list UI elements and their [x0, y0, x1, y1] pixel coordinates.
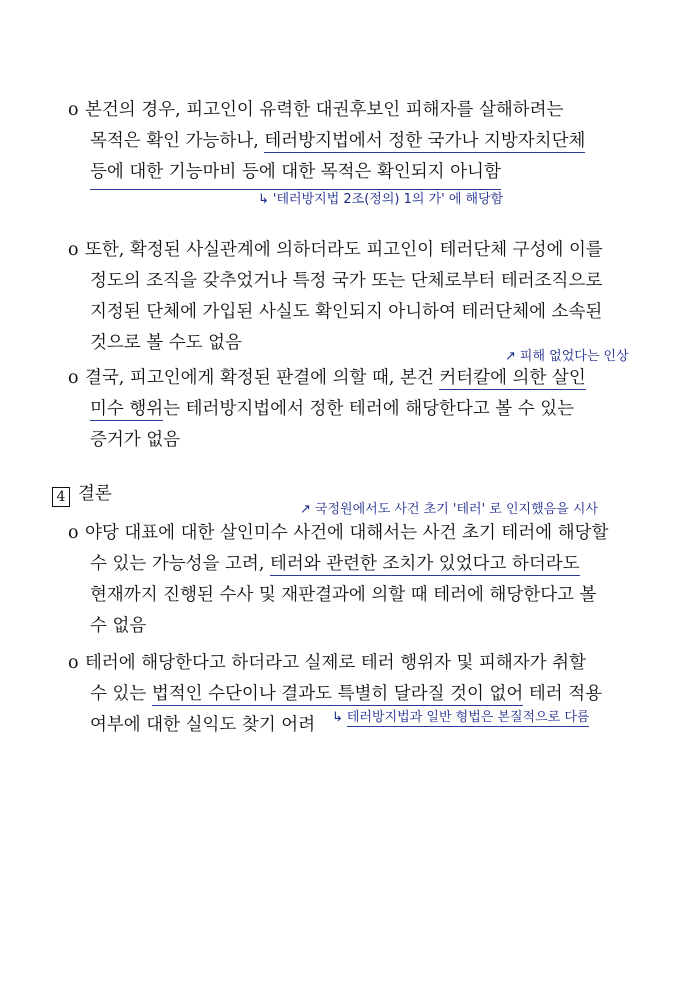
paragraph-1: [68, 95, 628, 188]
line-text: 수 있는 가능성을 고려,: [90, 554, 270, 574]
paragraph-line: [68, 648, 628, 679]
note-text: 국정원에서도 사건 초기 '테러' 로 인지했음을 시사: [314, 502, 599, 517]
underlined-text: 커터칼에 의한 살인: [439, 368, 586, 388]
underlined-text: 테러와 관련한 조치가 있었다고 하더라도: [269, 554, 580, 574]
line-text: 수 있는: [90, 684, 152, 704]
bullet: o: [68, 368, 79, 388]
underlined-text: 법적인 수단이나 결과도 특별히 달라질 것이 없어: [151, 684, 524, 704]
underlined-text: 등에 대한 기능마비 등에 대한 목적은 확인되지 아니함: [90, 157, 501, 190]
paragraph-line: [68, 518, 628, 549]
handwritten-note-2: [505, 345, 629, 364]
paragraph-2: [68, 235, 628, 359]
line-text: 또한, 확정된 사실관계에 의하더라도 피고인이 테러단체 구성에 이를: [85, 240, 603, 260]
line-text: 야당 대표에 대한 살인미수 사건에 대해서는 사건 초기 테러에 해당할: [85, 523, 609, 543]
underlined-text: 미수 행위: [90, 399, 164, 419]
line-text: 지정된 단체에 가입된 사실도 확인되지 아니하여 테러단체에 소속된: [90, 302, 603, 322]
arrow-icon: ↳: [332, 710, 343, 725]
paragraph-line: [68, 95, 628, 126]
note-text: 피해 없었다는 인상: [519, 349, 629, 364]
paragraph-line: [68, 297, 628, 328]
paragraph-line: [68, 126, 628, 157]
section-title: 결론: [78, 484, 112, 504]
line-text: 본건의 경우, 피고인이 유력한 대권후보인 피해자를 살해하려는: [85, 100, 564, 120]
paragraph-line: [68, 266, 628, 297]
paragraph-line: [68, 363, 628, 394]
line-text: 는 테러방지법에서 정한 테러에 해당한다고 볼 수 있는: [163, 399, 575, 419]
underlined-text: 테러방지법에서 정한 국가나 지방자치단체: [264, 131, 586, 151]
line-text: 것으로 볼 수도 없음: [90, 333, 242, 353]
bullet: o: [68, 523, 79, 543]
line-text: 여부에 대한 실익도 찾기 어려: [90, 715, 316, 735]
bullet: o: [68, 240, 79, 260]
arrow-icon: ↳: [258, 192, 269, 207]
section-heading: [52, 480, 112, 507]
arrow-icon: ↗: [505, 349, 516, 364]
line-text: 테러에 해당한다고 하더라고 실제로 테러 행위자 및 피해자가 취할: [85, 653, 586, 673]
line-text: 현재까지 진행된 수사 및 재판결과에 의할 때 테러에 해당한다고 볼: [90, 585, 597, 605]
paragraph-5: [68, 648, 628, 741]
line-text: 수 없음: [90, 616, 147, 636]
section-number-box: 4: [52, 487, 70, 507]
line-text: 테러 적용: [523, 684, 603, 704]
line-text: 증거가 없음: [90, 430, 181, 450]
paragraph-line: [68, 580, 628, 611]
handwritten-note-3: [300, 498, 598, 517]
bullet: o: [68, 653, 79, 673]
paragraph-line: [68, 611, 628, 642]
line-text: 목적은 확인 가능하나,: [90, 131, 265, 151]
paragraph-3: [68, 363, 628, 456]
note-text: '테러방지법 2조(정의) 1의 가' 에 해당함: [272, 192, 504, 207]
paragraph-line: [68, 549, 628, 580]
paragraph-line: [68, 235, 628, 266]
note-text: 테러방지법과 일반 형법은 본질적으로 다름: [346, 710, 590, 725]
handwritten-note-4: [332, 706, 589, 725]
paragraph-line: [68, 394, 628, 425]
handwritten-note-1: [258, 188, 503, 207]
line-text: 정도의 조직을 갖추었거나 특정 국가 또는 단체로부터 테러조직으로: [90, 271, 603, 291]
paragraph-line: [68, 425, 628, 456]
arrow-icon: ↗: [300, 502, 311, 517]
bullet: o: [68, 100, 79, 120]
paragraph-4: [68, 518, 628, 642]
paragraph-line: [68, 157, 628, 188]
line-text: 결국, 피고인에게 확정된 판결에 의할 때, 본건: [85, 368, 440, 388]
